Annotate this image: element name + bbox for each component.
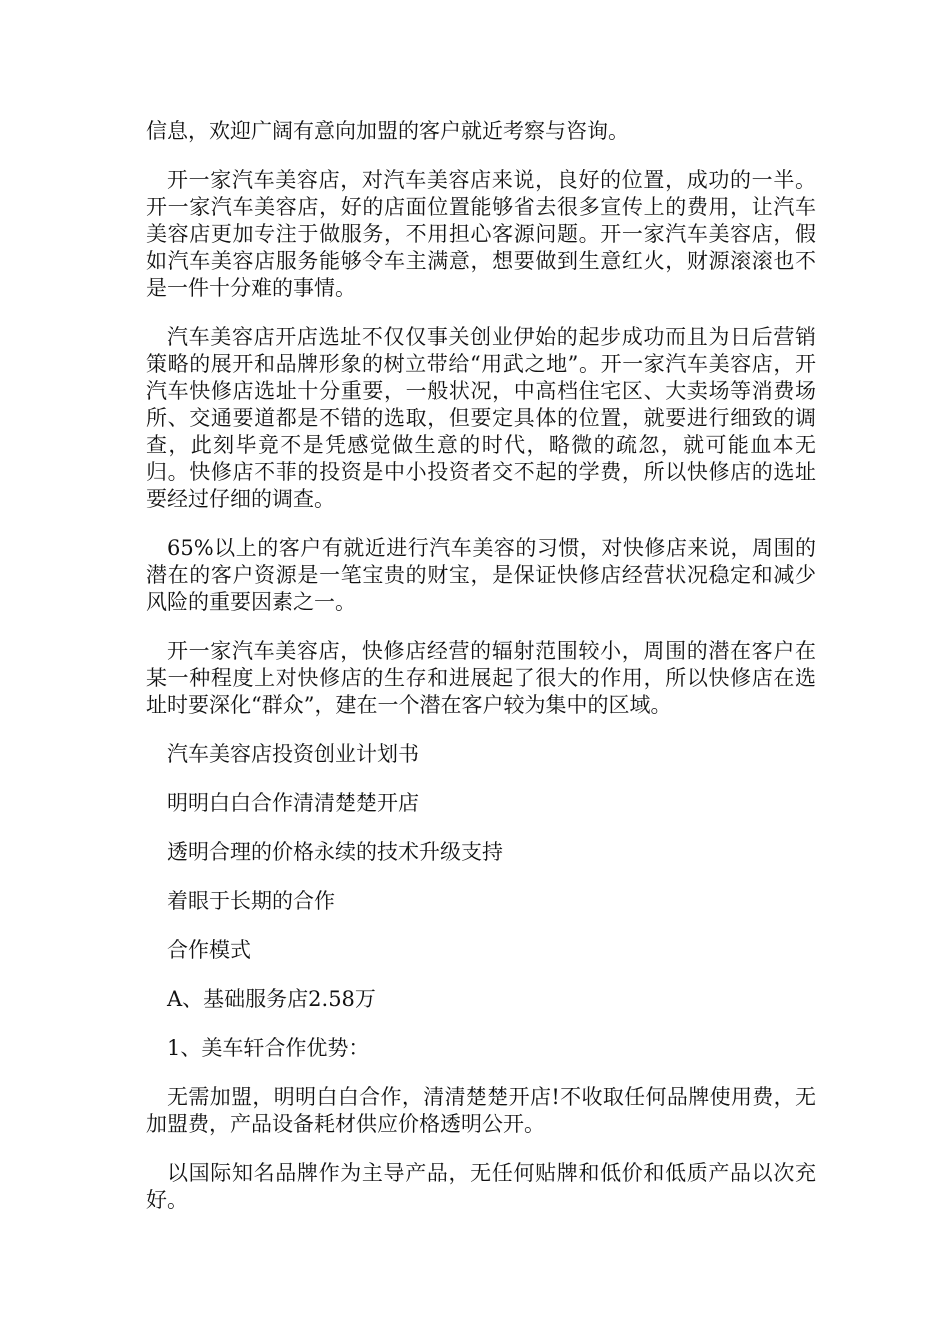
- paragraph-service-radius: 开一家汽车美容店，快修店经营的辐射范围较小，周围的潜在客户在某一种程度上对快修店的生存和进展起了很大的作用，所以快修店在选址时要深化“群众”，建在一个潜在客户较为集中的区域。: [146, 639, 816, 717]
- paragraph-location-importance: 开一家汽车美容店，对汽车美容店来说，良好的位置，成功的一半。开一家汽车美容店，好的店面位置能够省去很多宣传上的费用，让汽车美容店更加专注于做服务，不用担心客源问题。开一家汽车美容店，假如汽车美容店服务能够令车主满意，想要做到生意红火，财源滚滚也不是一件十分难的事情。: [146, 168, 816, 300]
- item-advantages: 1、美车轩合作优势：: [167, 1036, 370, 1060]
- heading-business-plan: 汽车美容店投资创业计划书: [167, 742, 419, 766]
- heading-cooperation-mode: 合作模式: [167, 938, 251, 962]
- paragraph-intro-continuation: 信息，欢迎广阔有意向加盟的客户就近考察与咨询。: [146, 119, 629, 143]
- slogan-transparent-cooperation: 明明白白合作清清楚楚开店: [167, 791, 419, 815]
- item-basic-store: A、基础服务店2.58万: [167, 987, 376, 1011]
- paragraph-brand-products: 以国际知名品牌作为主导产品，无任何贴牌和低价和低质产品以次充好。: [146, 1161, 816, 1212]
- slogan-long-term: 着眼于长期的合作: [167, 889, 335, 913]
- paragraph-site-selection: 汽车美容店开店选址不仅仅事关创业伊始的起步成功而且为日后营销策略的展开和品牌形象的树立带给“用武之地”。开一家汽车美容店，开汽车快修店选址十分重要，一般状况，中高档住宅区、大卖场等消费场所、交通要道都是不错的选取，但要定具体的位置，就要进行细致的调查，此刻毕竟不是凭感觉做生意的时代，略微的疏忽，就可能血本无归。快修店不菲的投资是中小投资者交不起的学费，所以快修店的选址要经过仔细的调查。: [146, 325, 816, 511]
- document-body: [146, 118, 816, 1236]
- paragraph-nearby-customers: 65%以上的客户有就近进行汽车美容的习惯，对快修店来说，周围的潜在的客户资源是一笔宝贵的财宝，是保证快修店经营状况稳定和减少风险的重要因素之一。: [146, 536, 816, 614]
- paragraph-no-franchise-fee: 无需加盟，明明白白合作，清清楚楚开店!不收取任何品牌使用费，无加盟费，产品设备耗材供应价格透明公开。: [146, 1085, 816, 1136]
- slogan-transparent-pricing: 透明合理的价格永续的技术升级支持: [167, 840, 503, 864]
